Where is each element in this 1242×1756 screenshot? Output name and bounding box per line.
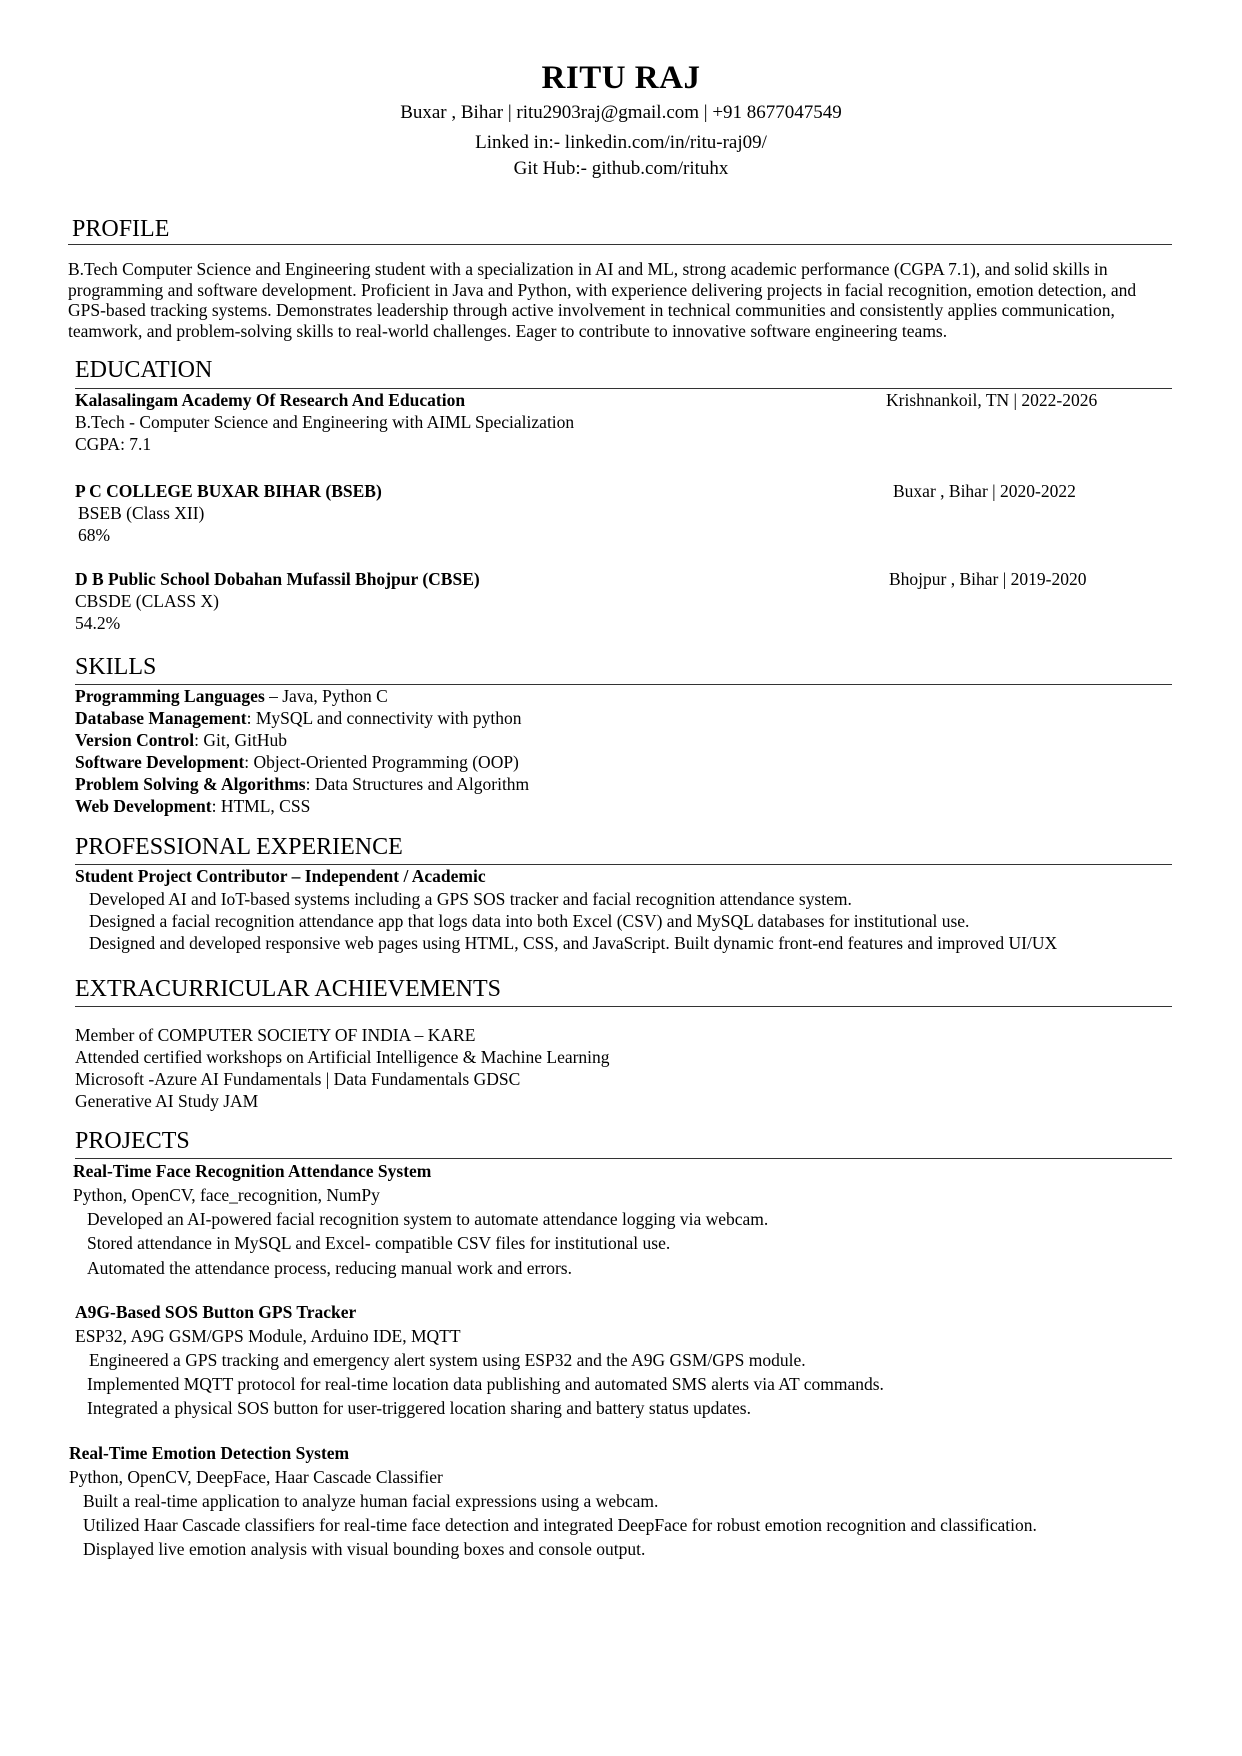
education-heading: EDUCATION bbox=[75, 357, 213, 383]
education-degree: BSEB (Class XII) bbox=[78, 503, 205, 523]
project-tech: Python, OpenCV, DeepFace, Haar Cascade Classifier bbox=[69, 1467, 443, 1487]
skill-item bbox=[75, 708, 522, 729]
skill-value: : HTML, CSS bbox=[211, 796, 311, 816]
education-score: 54.2% bbox=[75, 613, 121, 633]
linkedin-link[interactable]: Linked in:- linkedin.com/in/ritu-raj09/ bbox=[475, 132, 767, 153]
skill-label: Problem Solving & Algorithms bbox=[75, 774, 306, 794]
project-bullet: Displayed live emotion analysis with visual bounding boxes and console output. bbox=[83, 1539, 646, 1559]
experience-bullet: Developed AI and IoT-based systems including a GPS SOS tracker and facial recognition attendance system. bbox=[89, 889, 852, 909]
experience-divider bbox=[75, 864, 1172, 865]
skill-item bbox=[75, 752, 519, 773]
skill-label: Software Development bbox=[75, 752, 245, 772]
extracurricular-item: Generative AI Study JAM bbox=[75, 1091, 259, 1111]
experience-bullet: Designed a facial recognition attendance app that logs data into both Excel (CSV) and MySQL databases for institutional use. bbox=[89, 911, 970, 931]
contact-line: Buxar , Bihar | ritu2903raj@gmail.com | +91 8677047549 bbox=[400, 102, 842, 123]
github-link[interactable]: Git Hub:- github.com/rituhx bbox=[513, 158, 729, 179]
skill-label: Programming Languages bbox=[75, 686, 265, 706]
education-location-date: Krishnankoil, TN | 2022-2026 bbox=[886, 390, 1098, 410]
project-tech: ESP32, A9G GSM/GPS Module, Arduino IDE, MQTT bbox=[75, 1326, 461, 1346]
project-tech: Python, OpenCV, face_recognition, NumPy bbox=[73, 1185, 380, 1205]
projects-heading: PROJECTS bbox=[75, 1128, 190, 1154]
skill-label: Database Management bbox=[75, 708, 247, 728]
project-title: Real-Time Face Recognition Attendance System bbox=[73, 1161, 432, 1181]
education-institution: P C COLLEGE BUXAR BIHAR (BSEB) bbox=[75, 481, 382, 501]
skills-heading: SKILLS bbox=[75, 654, 157, 680]
experience-bullet: Designed and developed responsive web pages using HTML, CSS, and JavaScript. Built dynamic front-end features and improved UI/UX bbox=[89, 933, 1058, 953]
skill-value: : MySQL and connectivity with python bbox=[246, 708, 522, 728]
profile-divider bbox=[68, 244, 1172, 245]
project-bullet: Implemented MQTT protocol for real-time location data publishing and automated SMS alerts via AT commands. bbox=[87, 1374, 884, 1394]
skill-label: Version Control bbox=[75, 730, 195, 750]
project-bullet: Integrated a physical SOS button for user-triggered location sharing and battery status updates. bbox=[87, 1398, 751, 1418]
skill-item bbox=[75, 730, 287, 751]
project-bullet: Built a real-time application to analyze human facial expressions using a webcam. bbox=[83, 1491, 659, 1511]
project-bullet: Utilized Haar Cascade classifiers for real-time face detection and integrated DeepFace for robust emotion recognition and classification. bbox=[83, 1515, 1037, 1535]
candidate-name: RITU RAJ bbox=[541, 60, 701, 96]
education-score: CGPA: 7.1 bbox=[75, 434, 152, 454]
skill-item bbox=[75, 796, 310, 817]
project-bullet: Automated the attendance process, reducing manual work and errors. bbox=[87, 1258, 572, 1278]
skill-value: : Object-Oriented Programming (OOP) bbox=[244, 752, 519, 772]
education-location-date: Buxar , Bihar | 2020-2022 bbox=[893, 481, 1076, 501]
skill-value: : Git, GitHub bbox=[194, 730, 287, 750]
project-title: Real-Time Emotion Detection System bbox=[69, 1443, 350, 1463]
profile-heading: PROFILE bbox=[72, 216, 170, 242]
extracurricular-item: Attended certified workshops on Artificial Intelligence & Machine Learning bbox=[75, 1047, 610, 1067]
project-title: A9G-Based SOS Button GPS Tracker bbox=[75, 1302, 357, 1322]
education-divider bbox=[75, 388, 1172, 389]
extracurricular-item: Microsoft -Azure AI Fundamentals | Data Fundamentals GDSC bbox=[75, 1069, 521, 1089]
skill-value: : Data Structures and Algorithm bbox=[305, 774, 530, 794]
project-bullet: Engineered a GPS tracking and emergency alert system using ESP32 and the A9G GSM/GPS module. bbox=[89, 1350, 806, 1370]
education-score: 68% bbox=[78, 525, 111, 545]
education-institution: Kalasalingam Academy Of Research And Education bbox=[75, 390, 466, 410]
skill-item bbox=[75, 686, 388, 707]
education-institution: D B Public School Dobahan Mufassil Bhojpur (CBSE) bbox=[75, 569, 480, 589]
profile-summary: B.Tech Computer Science and Engineering student with a specialization in AI and ML, strong academic performance (CGPA 7.1), and solid skills in programming and software development. Proficient in Java and Python, with experience delivering projects in facial recognition, emotion detection, and GPS-based tracking systems. Demonstrates leadership through active involvement in technical communities and consistently applies communication, teamwork, and problem-solving skills to real-world challenges. Eager to contribute to innovative software engineering teams. bbox=[68, 259, 1137, 341]
project-bullet: Stored attendance in MySQL and Excel- compatible CSV files for institutional use. bbox=[87, 1233, 671, 1253]
extracurricular-divider bbox=[75, 1006, 1172, 1007]
extracurricular-item: Member of COMPUTER SOCIETY OF INDIA – KARE bbox=[75, 1025, 476, 1045]
projects-divider bbox=[75, 1158, 1172, 1159]
project-bullet: Developed an AI-powered facial recognition system to automate attendance logging via webcam. bbox=[87, 1209, 769, 1229]
experience-role: Student Project Contributor – Independent / Academic bbox=[75, 866, 486, 886]
education-degree: B.Tech - Computer Science and Engineering with AIML Specialization bbox=[75, 412, 575, 432]
skill-label: Web Development bbox=[75, 796, 212, 816]
experience-heading: PROFESSIONAL EXPERIENCE bbox=[75, 834, 403, 860]
education-location-date: Bhojpur , Bihar | 2019-2020 bbox=[889, 569, 1087, 589]
extracurricular-heading: EXTRACURRICULAR ACHIEVEMENTS bbox=[75, 976, 502, 1002]
skill-value: – Java, Python C bbox=[264, 686, 388, 706]
education-degree: CBSDE (CLASS X) bbox=[75, 591, 219, 611]
skill-item bbox=[75, 774, 529, 795]
skills-divider bbox=[75, 684, 1172, 685]
